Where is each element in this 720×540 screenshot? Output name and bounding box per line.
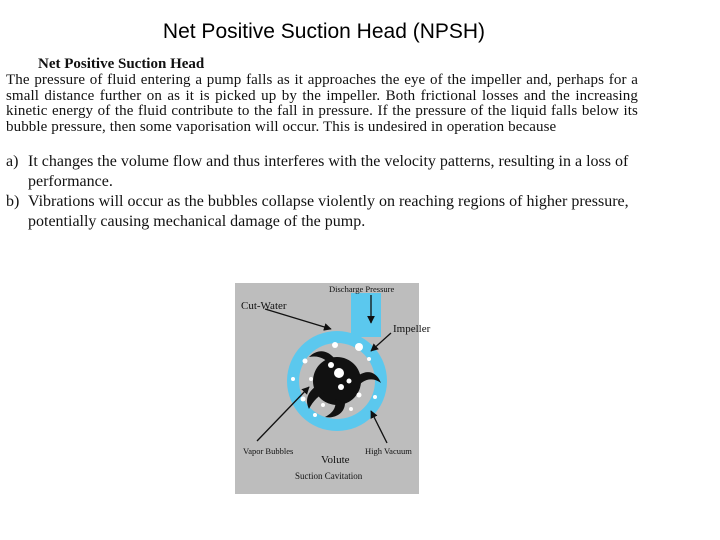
list-item xyxy=(6,192,638,232)
document-heading: Net Positive Suction Head xyxy=(38,56,205,72)
impeller-label: Impeller xyxy=(393,323,431,335)
scanned-document xyxy=(6,56,638,232)
impeller-eye xyxy=(334,368,344,378)
reasons-list xyxy=(6,152,638,232)
cut-water-label: Cut-Water xyxy=(241,300,287,312)
vapor-bubbles-label: Vapor Bubbles xyxy=(243,446,294,456)
discharge-pressure-label: Discharge Pressure xyxy=(329,284,395,294)
list-text: Vibrations will occur as the bubbles collapse violently on reaching regions of higher pressure, potentially causing mechanical damage of the pump. xyxy=(28,193,629,231)
pump-diagram xyxy=(235,283,431,494)
figure-caption: Suction Cavitation xyxy=(295,471,363,481)
list-marker: b) xyxy=(6,193,20,211)
slide-title: Net Positive Suction Head (NPSH) xyxy=(162,20,486,43)
cavitation-figure xyxy=(235,283,431,494)
list-marker: a) xyxy=(6,153,19,171)
discharge-pipe xyxy=(351,293,381,337)
list-item xyxy=(6,152,638,192)
document-paragraph: The pressure of fluid entering a pump falls as it approaches the eye of the impeller and, perhaps for a small distance further on as it is picked up by the impeller. Both frictional losses and the increasing kinetic energy of the fluid contribute to the fall in pressure. If the pressure of the liquid falls below its bubble pressure, then some vaporisation will occur. This is undesired in operation because xyxy=(6,72,638,135)
high-vacuum-label: High Vacuum xyxy=(365,446,412,456)
list-text: It changes the volume flow and thus interferes with the velocity patterns, resulting in a loss of performance. xyxy=(28,153,629,191)
volute-label: Volute xyxy=(321,454,350,466)
